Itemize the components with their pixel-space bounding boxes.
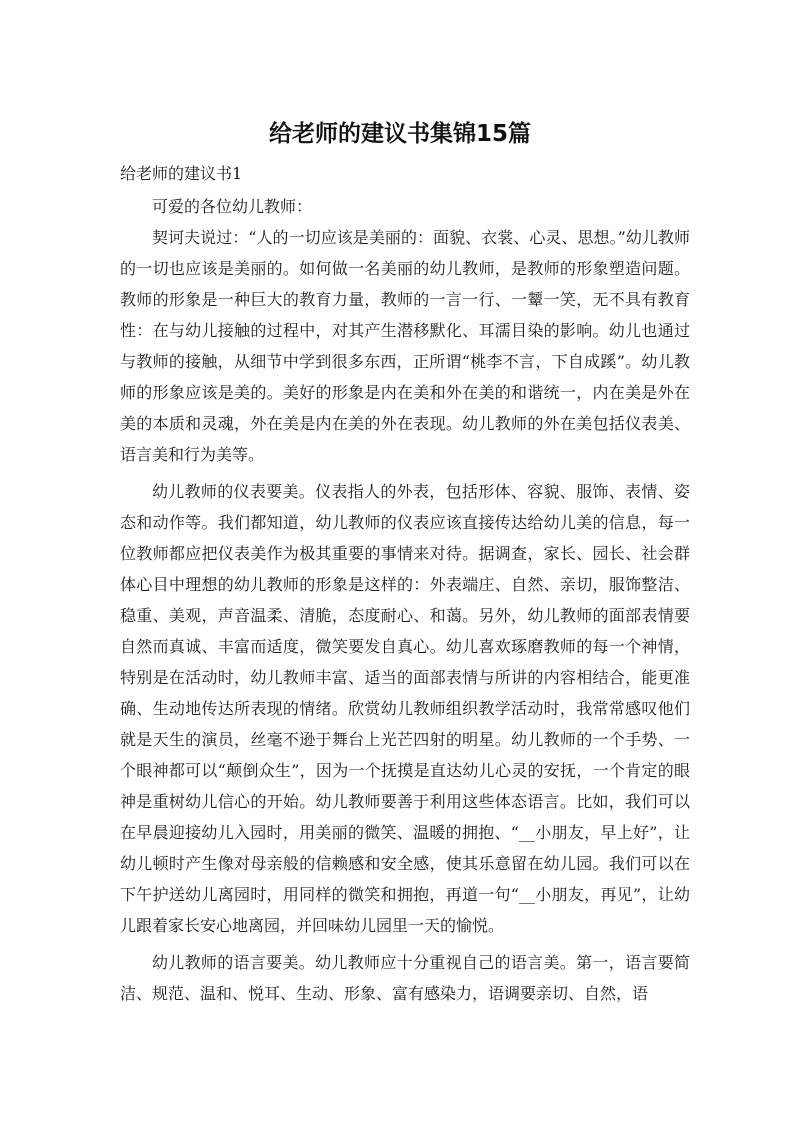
document-title: 给老师的建议书集锦15篇: [268, 121, 531, 147]
body-paragraph: 契诃夫说过：“人的一切应该是美丽的：面貌、衣裳、心灵、思想。”幼儿教师的一切也应该是美丽的。如何做一名美丽的幼儿教师，是教师的形象塑造问题。教师的形象是一种巨大的教育力量，教师的一言一行、一颦一笑，无不具有教育性：在与幼儿接触的过程中，对其产生潜移默化、耳濡目染的影响。幼儿也通过与教师的接触，从细节中学到很多东西，正所谓“桃李不言，下自成蹊”。幼儿教师的形象应该是美的。美好的形象是内在美和外在美的和谐统一，内在美是外在美的本质和灵魂，外在美是内在美的外在表现。幼儿教师的外在美包括仪表美、语言美和行为美等。: [120, 228, 690, 464]
body-paragraph: 幼儿教师的语言要美。幼儿教师应十分重视自己的语言美。第一，语言要简洁、规范、温和、悦耳、生动、形象、富有感染力，语调要亲切、自然，语: [120, 953, 690, 1003]
salutation-paragraph: 可爱的各位幼儿教师：: [152, 197, 313, 216]
section-heading: 给老师的建议书1: [120, 164, 243, 183]
document-body: [120, 191, 690, 1009]
body-paragraph: 幼儿教师的仪表要美。仪表指人的外表，包括形体、容貌、服饰、表情、姿态和动作等。我们都知道，幼儿教师的仪表应该直接传达给幼儿美的信息，每一位教师都应把仪表美作为极其重要的事情来对待。据调查，家长、园长、社会群体心目中理想的幼儿教师的形象是这样的：外表端庄、自然、亲切，服饰整洁、稳重、美观，声音温柔、清脆，态度耐心、和蔼。另外，幼儿教师的面部表情要自然而真诚、丰富而适度，微笑要发自真心。幼儿喜欢琢磨教师的每一个神情，特别是在活动时，幼儿教师丰富、适当的面部表情与所讲的内容相结合，能更准确、生动地传达所表现的情绪。欣赏幼儿教师组织教学活动时，我常常感叹他们就是天生的演员，丝毫不逊于舞台上光芒四射的明星。幼儿教师的一个手势、一个眼神都可以“颠倒众生”，因为一个抚摸是直达幼儿心灵的安抚，一个肯定的眼神是重树幼儿信心的开始。幼儿教师要善于利用这些体态语言。比如，我们可以在早晨迎接幼儿入园时，用美丽的微笑、温暖的拥抱、“__小朋友，早上好”，让幼儿顿时产生像对母亲般的信赖感和安全感，使其乐意留在幼儿园。我们可以在下午护送幼儿离园时，用同样的微笑和拥抱，再道一句“__小朋友，再见”，让幼儿跟着家长安心地离园，并回味幼儿园里一天的愉悦。: [120, 482, 690, 935]
